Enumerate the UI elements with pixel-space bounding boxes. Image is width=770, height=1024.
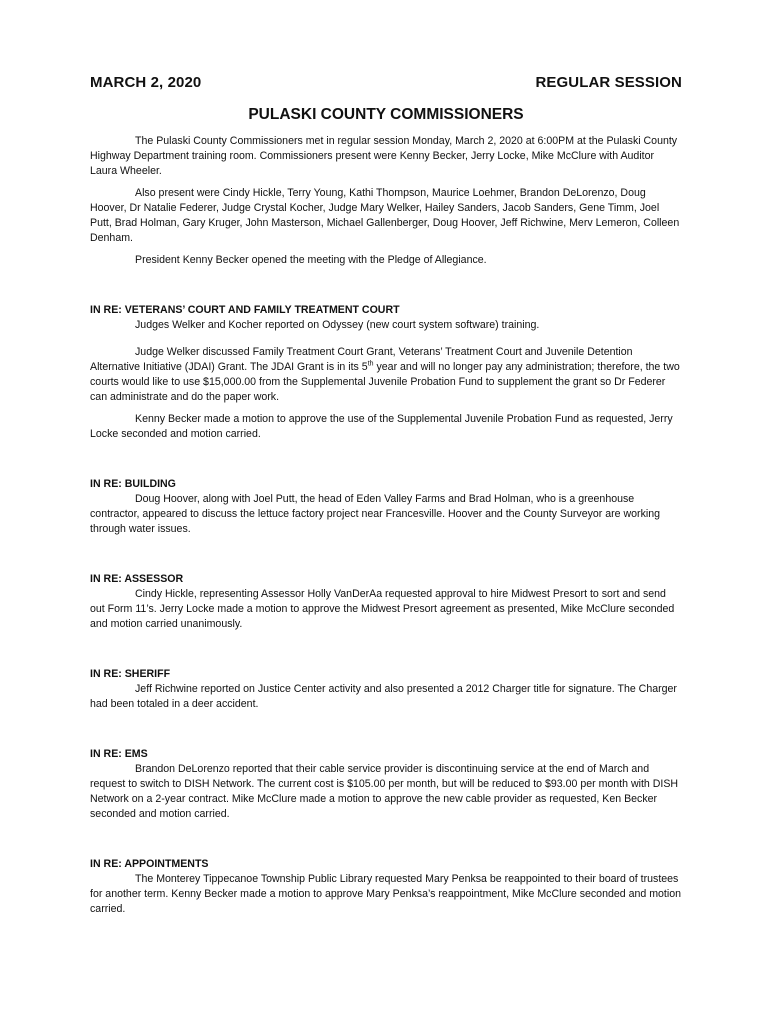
veterans-paragraph-2: Judge Welker discussed Family Treatment Court Grant, Veterans’ Treatment Court and Juvenile Detention Alternative Initiative (JDAI) Grant. The JDAI Grant is in its 5th year and will no longer pay any administration; therefore, the two courts would like to use $15,000.00 from the Supplemental Juvenile Probation Fund to supplement the grant so Dr Federer can administrate and do the paper work. <box>90 346 680 403</box>
appointments-paragraph-1: The Monterey Tippecanoe Township Public Library requested Mary Penksa be reappointed to their board of trustees for another term. Kenny Becker made a motion to approve Mary Penksa’s reappointment, Mike McClure seconded and motion carried. <box>90 873 681 915</box>
intro-paragraph-3: President Kenny Becker opened the meeting with the Pledge of Allegiance. <box>135 254 487 266</box>
ems-paragraph-1: Brandon DeLorenzo reported that their cable service provider is discontinuing service at the end of March and request to switch to DISH Network. The current cost is $105.00 per month, but will be reduced to $93.00 per month with DISH Network on a 2-year contract. Mike McClure made a motion to approve the new cable provider as requested, Ken Becker seconded and motion carried. <box>90 763 679 820</box>
section-heading-veterans-court: IN RE: VETERANS’ COURT AND FAMILY TREATMENT COURT <box>90 304 400 316</box>
veterans-paragraph-1: Judges Welker and Kocher reported on Odyssey (new court system software) training. <box>135 319 540 331</box>
intro-paragraph-2: Also present were Cindy Hickle, Terry Young, Kathi Thompson, Maurice Loehmer, Brandon DeLorenzo, Doug Hoover, Dr Natalie Federer, Judge Crystal Kocher, Judge Mary Welker, Hailey Sanders, Jacob Sanders, Gene Timm, Joel Putt, Brad Holman, Gary Kruger, John Masterson, Michael Gallenberger, Doug Hoover, Jeff Richwine, Merv Lemeron, Colleen Denham. <box>90 187 680 244</box>
section-heading-sheriff: IN RE: SHERIFF <box>90 668 171 680</box>
building-paragraph-1: Doug Hoover, along with Joel Putt, the head of Eden Valley Farms and Brad Holman, who is a greenhouse contractor, appeared to discuss the lettuce factory project near Francesville. Hoover and the County Surveyor are working through water issues. <box>90 493 660 535</box>
assessor-paragraph-1: Cindy Hickle, representing Assessor Holly VanDerAa requested approval to hire Midwest Presort to sort and send out Form 11’s. Jerry Locke made a motion to approve the Midwest Presort agreement as presented, Mike McClure seconded and motion carried unanimously. <box>90 588 675 630</box>
section-heading-appointments: IN RE: APPOINTMENTS <box>90 858 209 870</box>
document-title: PULASKI COUNTY COMMISSIONERS <box>248 106 524 123</box>
minutes-page <box>90 74 682 924</box>
section-heading-building: IN RE: BUILDING <box>90 478 176 490</box>
intro-paragraph-1: The Pulaski County Commissioners met in regular session Monday, March 2, 2020 at 6:00PM at the Pulaski County Highway Department training room. Commissioners present were Kenny Becker, Jerry Locke, Mike McClure with Auditor Laura Wheeler. <box>90 135 678 177</box>
sheriff-paragraph-1: Jeff Richwine reported on Justice Center activity and also presented a 2012 Charger title for signature. The Charger had been totaled in a deer accident. <box>90 683 677 710</box>
veterans-paragraph-3: Kenny Becker made a motion to approve the use of the Supplemental Juvenile Probation Fund as requested, Jerry Locke seconded and motion carried. <box>90 413 673 440</box>
meeting-date: MARCH 2, 2020 <box>90 74 202 91</box>
session-type: REGULAR SESSION <box>535 74 682 91</box>
section-heading-ems: IN RE: EMS <box>90 748 148 760</box>
section-heading-assessor: IN RE: ASSESSOR <box>90 573 184 585</box>
document-header <box>90 74 682 94</box>
